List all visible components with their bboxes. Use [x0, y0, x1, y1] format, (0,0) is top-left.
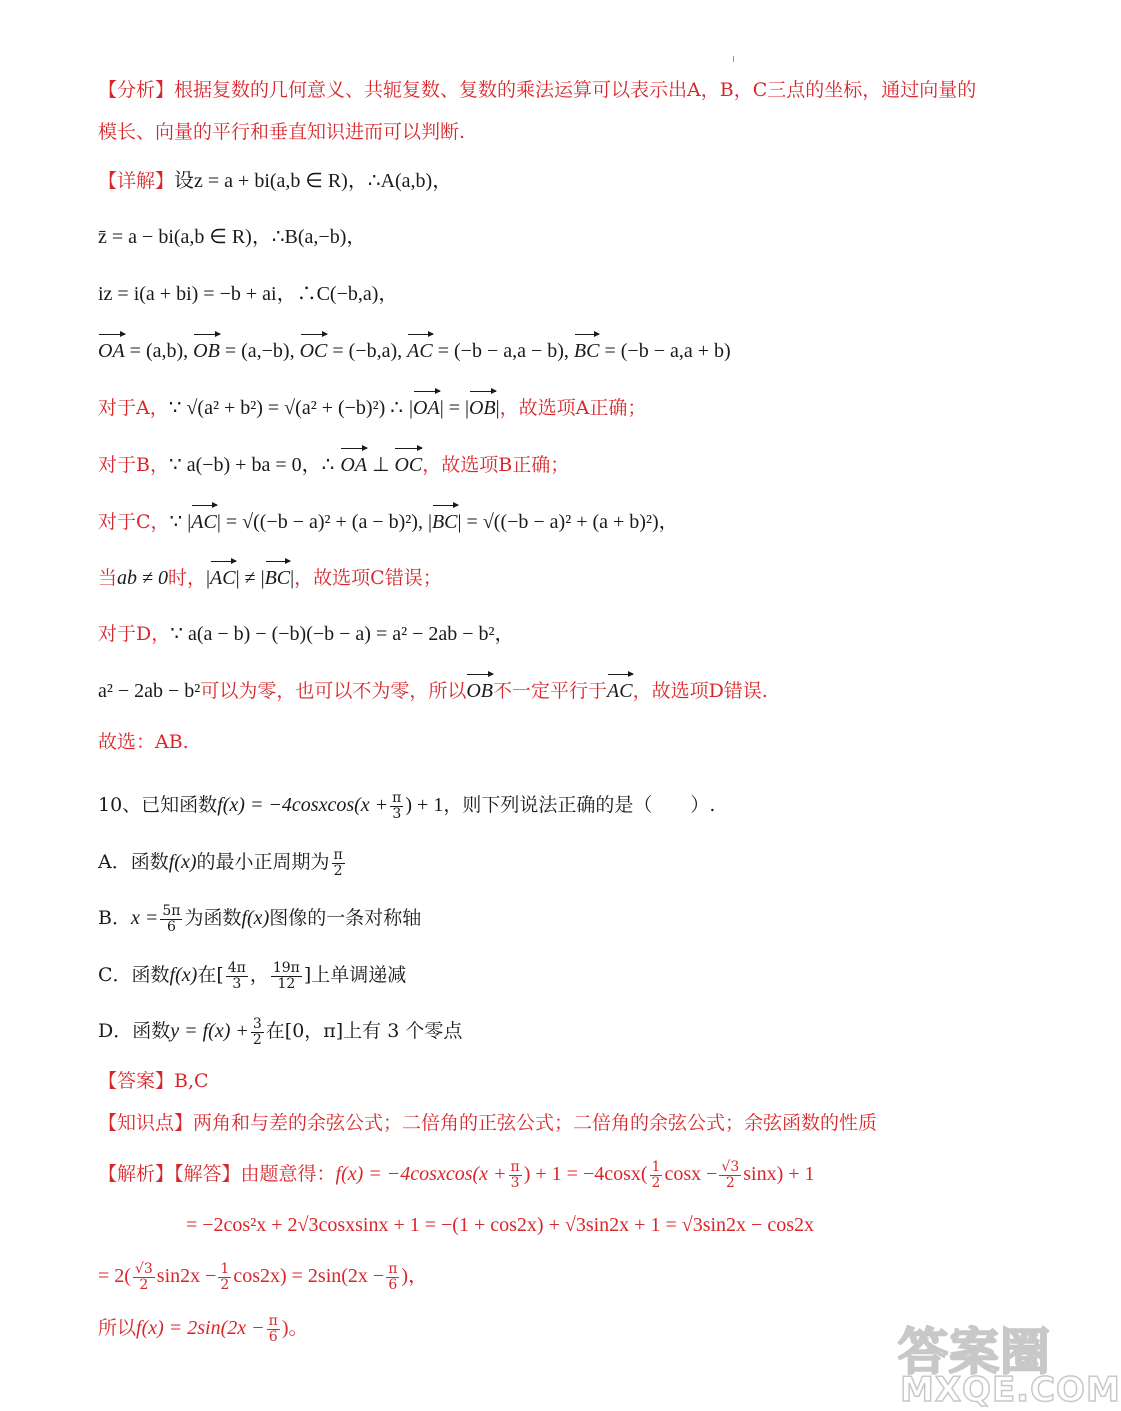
option-c2-prefix: 当: [98, 567, 118, 589]
detail-set-z: 设z = a + bi(a,b ∈ R)，∴A(a,b)，: [174, 170, 453, 192]
option-b-suffix: ，故选项B正确；: [422, 454, 570, 476]
q10-opt-a-num: π: [333, 846, 343, 863]
q10-opt-c-den-1: 3: [232, 975, 242, 992]
analysis-text-2: 模长、向量的平行和垂直知识进而可以判断.: [98, 121, 466, 143]
q10-opt-d-num: 3: [252, 1015, 262, 1032]
q10-opt-d-func: y = f(x) +: [170, 1020, 249, 1042]
kp-value: 两角和与差的余弦公式；二倍角的正弦公式；二倍角的余弦公式；余弦函数的性质: [193, 1112, 878, 1134]
sol-l4a: 所以: [98, 1317, 137, 1339]
q10-opt-b-label: B．: [98, 907, 131, 929]
sol-half-den: 2: [651, 1174, 661, 1191]
question-10-stem: [98, 790, 715, 822]
q10-opt-a-den: 2: [333, 862, 343, 879]
option-c-math-1: = √((−b − a)² + (a − b)²),: [225, 511, 423, 533]
solution-line-3: [98, 1261, 428, 1293]
option-c2-suffix: ，故选项C错误；: [294, 567, 442, 589]
option-c-prefix: 对于C，: [98, 511, 170, 533]
q10-opt-a-label: A．函数: [98, 851, 169, 873]
option-b-prefix: 对于B，: [98, 454, 169, 476]
vector-oc-perp: OC: [394, 450, 422, 480]
sol-pi-num-3: π: [268, 1312, 278, 1329]
q10-option-d: [98, 1016, 462, 1048]
option-d-math: ∵ a(a − b) − (−b)(−b − a) = a² − 2ab − b²，: [170, 623, 515, 645]
vector-bc-name: BC: [574, 336, 600, 366]
q10-opt-b-text-1: 为函数: [184, 907, 242, 929]
vector-ac-par: AC: [607, 676, 633, 706]
detail-line-3: [98, 279, 398, 309]
sol-pi-num-1: π: [510, 1158, 520, 1175]
q10-frac-den: 3: [392, 805, 402, 822]
sol-l3c: cos2x) = 2sin(2x −: [233, 1265, 385, 1287]
vector-oc-value: = (−b,a),: [332, 340, 403, 362]
vector-bc-abs: BC: [432, 507, 458, 537]
analysis-text-1: 根据复数的几何意义、共轭复数、复数的乘法运算可以表示出A，B，C三点的坐标，通过向量的: [174, 79, 977, 101]
vector-ob-value: = (a,−b),: [224, 340, 295, 362]
sol-l1c: cosx −: [664, 1163, 718, 1185]
q10-option-a: [98, 847, 347, 879]
sol-l1b: ) + 1 = −4cosx(: [523, 1163, 648, 1185]
sol-l2: = −2cos²x + 2√3cosxsinx + 1 = −(1 + cos2x) + √3sin2x + 1 = √3sin2x − cos2x: [186, 1214, 814, 1236]
option-a-analysis: 对于A，∵ √(a² + b²) = √(a² + (−b)²) ∴ |OA| = |OB|，故选项A正确；: [98, 393, 646, 423]
q10-opt-c-func: f(x): [169, 964, 198, 986]
q10-opt-c-num-2: 19π: [272, 959, 300, 976]
analysis-line-1: [98, 75, 976, 105]
q10-opt-d-label: D．函数: [98, 1020, 171, 1042]
sol-root3-num-2: √3: [134, 1260, 153, 1277]
answer-value: B,C: [174, 1070, 209, 1092]
sol-l1a: f(x) = −4cosxcos(x +: [335, 1163, 507, 1185]
sol-l4c: )。: [281, 1317, 309, 1339]
knowledge-point-line: [98, 1108, 877, 1138]
sol-l3d: )，: [401, 1265, 429, 1287]
option-d2-math: a² − 2ab − b²: [98, 680, 201, 702]
detail-line-2: [98, 222, 366, 252]
vector-bc-neq: BC: [265, 563, 291, 593]
q10-prefix: 10、已知函数: [98, 794, 218, 816]
option-a-math: ∵ √(a² + b²) = √(a² + (−b)²) ∴: [168, 397, 403, 419]
sol-l3b: sin2x −: [156, 1265, 217, 1287]
sol-pi6-den: 6: [388, 1276, 398, 1293]
sol-root3-den-2: 2: [139, 1276, 149, 1293]
vector-ob-name: OB: [193, 336, 220, 366]
option-d-conclusion: [98, 676, 768, 706]
vector-ob-par: OB: [466, 676, 493, 706]
vector-ac-value: = (−b − a,a − b),: [437, 340, 569, 362]
q10-opt-b-num: 5π: [162, 902, 181, 919]
q10-opt-a-text: 的最小正周期为: [196, 851, 330, 873]
q10-func-end: ) + 1: [405, 794, 444, 816]
solution-line-2: [186, 1210, 814, 1240]
option-d2-text-3: ，故选项D错误.: [632, 680, 768, 702]
vector-ac-neq: AC: [210, 563, 236, 593]
q10-opt-c-text-1: 在[: [197, 964, 224, 986]
vector-oa-name: OA: [98, 336, 125, 366]
option-d-prefix: 对于D，: [98, 623, 171, 645]
watermark-site-text: MXQE.COM: [900, 1370, 1121, 1410]
option-c-conclusion: 当ab ≠ 0时，|AC| ≠ |BC|，故选项C错误；: [98, 563, 442, 593]
sol-half-den-2: 2: [220, 1276, 230, 1293]
option-b-math: ∵ a(−b) + ba = 0，∴: [168, 454, 335, 476]
option-d2-text-2: 不一定平行于: [493, 680, 608, 702]
page-mark: [733, 56, 734, 62]
q10-opt-c-text-2: ]上单调递减: [303, 964, 407, 986]
q10-func: f(x) = −4cosxcos(x +: [217, 794, 389, 816]
sol-l3a: = 2(: [98, 1265, 131, 1287]
answer-line: [98, 1066, 209, 1096]
analysis-tag: 【分析】: [98, 79, 175, 101]
vector-bc-value: = (−b − a,a + b): [604, 340, 731, 362]
answer-tag: 【答案】: [98, 1070, 175, 1092]
sol-tag: 【解析】【解答】: [98, 1163, 241, 1185]
q10-frac-num: π: [392, 789, 402, 806]
sol-root3-den: 2: [725, 1174, 735, 1191]
sol-root3-num: √3: [721, 1158, 740, 1175]
detail-conj-z: z̄ = a − bi(a,b ∈ R)，∴B(a,−b)，: [98, 226, 367, 248]
option-c-math-2: = √((−b − a)² + (a + b)²)，: [466, 511, 679, 533]
option-d-analysis: [98, 619, 515, 649]
q10-opt-c-label: C．函数: [98, 964, 170, 986]
sol-pi3-den: 3: [510, 1174, 520, 1191]
q10-opt-d-den: 2: [252, 1031, 262, 1048]
vector-ac-name: AC: [407, 336, 433, 366]
kp-tag: 【知识点】: [98, 1112, 194, 1134]
sol-intro: 由题意得：: [240, 1163, 336, 1185]
vector-oa-abs: OA: [413, 393, 440, 423]
vector-oc-name: OC: [300, 336, 328, 366]
detail-line-1: [98, 166, 452, 196]
conclusion-text: 故选：AB.: [98, 731, 189, 753]
sol-half-num: 1: [651, 1158, 661, 1175]
vector-ac-abs: AC: [191, 507, 217, 537]
sol-pi6-den-2: 6: [268, 1328, 278, 1345]
solution-line-1: [98, 1159, 815, 1191]
q10-opt-d-text: 在[0，π]上有 3 个零点: [265, 1020, 463, 1042]
q10-option-b: [98, 903, 421, 935]
q10-opt-b-func: f(x): [241, 907, 270, 929]
option-a-prefix: 对于A，: [98, 397, 169, 419]
detail-iz: iz = i(a + bi) = −b + ai，∴C(−b,a)，: [98, 283, 399, 305]
sol-half-num-2: 1: [220, 1260, 230, 1277]
q10-opt-b-den: 6: [166, 918, 176, 935]
option-a-suffix: ，故选项A正确；: [499, 397, 647, 419]
analysis-line-2: [98, 117, 465, 147]
q10-opt-a-func: f(x): [168, 851, 197, 873]
detail-tag: 【详解】: [98, 170, 175, 192]
q10-opt-c-sep: ，: [249, 964, 269, 986]
q10-option-c: [98, 960, 406, 992]
detail-vectors-line: [98, 336, 731, 366]
q10-opt-b-x: x =: [130, 907, 159, 929]
q10-suffix: ，则下列说法正确的是（ ）.: [443, 794, 716, 816]
option-b-analysis: 对于B，∵ a(−b) + ba = 0，∴ OA ⊥ OC，故选项B正确；: [98, 450, 569, 480]
option-c2-math: ab ≠ 0: [117, 567, 168, 589]
sol-l1d: sinx) + 1: [743, 1163, 815, 1185]
q10-opt-b-text-2: 图像的一条对称轴: [269, 907, 422, 929]
sol-pi-num-2: π: [388, 1260, 398, 1277]
detail-conclusion: [98, 727, 189, 757]
option-d2-text-1: 可以为零，也可以不为零，所以: [200, 680, 467, 702]
vector-ob-abs: OB: [469, 393, 496, 423]
q10-opt-c-num-1: 4π: [227, 959, 246, 976]
vector-oa-value: = (a,b),: [129, 340, 189, 362]
vector-oa-perp: OA: [340, 450, 367, 480]
sol-l4b: f(x) = 2sin(2x −: [136, 1317, 265, 1339]
q10-opt-c-den-2: 12: [277, 975, 296, 992]
solution-line-4: [98, 1313, 309, 1345]
option-c-analysis: 对于C，∵ |AC| = √((−b − a)² + (a − b)²), |BC| = √((−b − a)² + (a + b)²)，: [98, 507, 679, 537]
option-c2-mid: 时，: [168, 567, 207, 589]
watermark-logo-text: 答案圈: [898, 1323, 1051, 1381]
